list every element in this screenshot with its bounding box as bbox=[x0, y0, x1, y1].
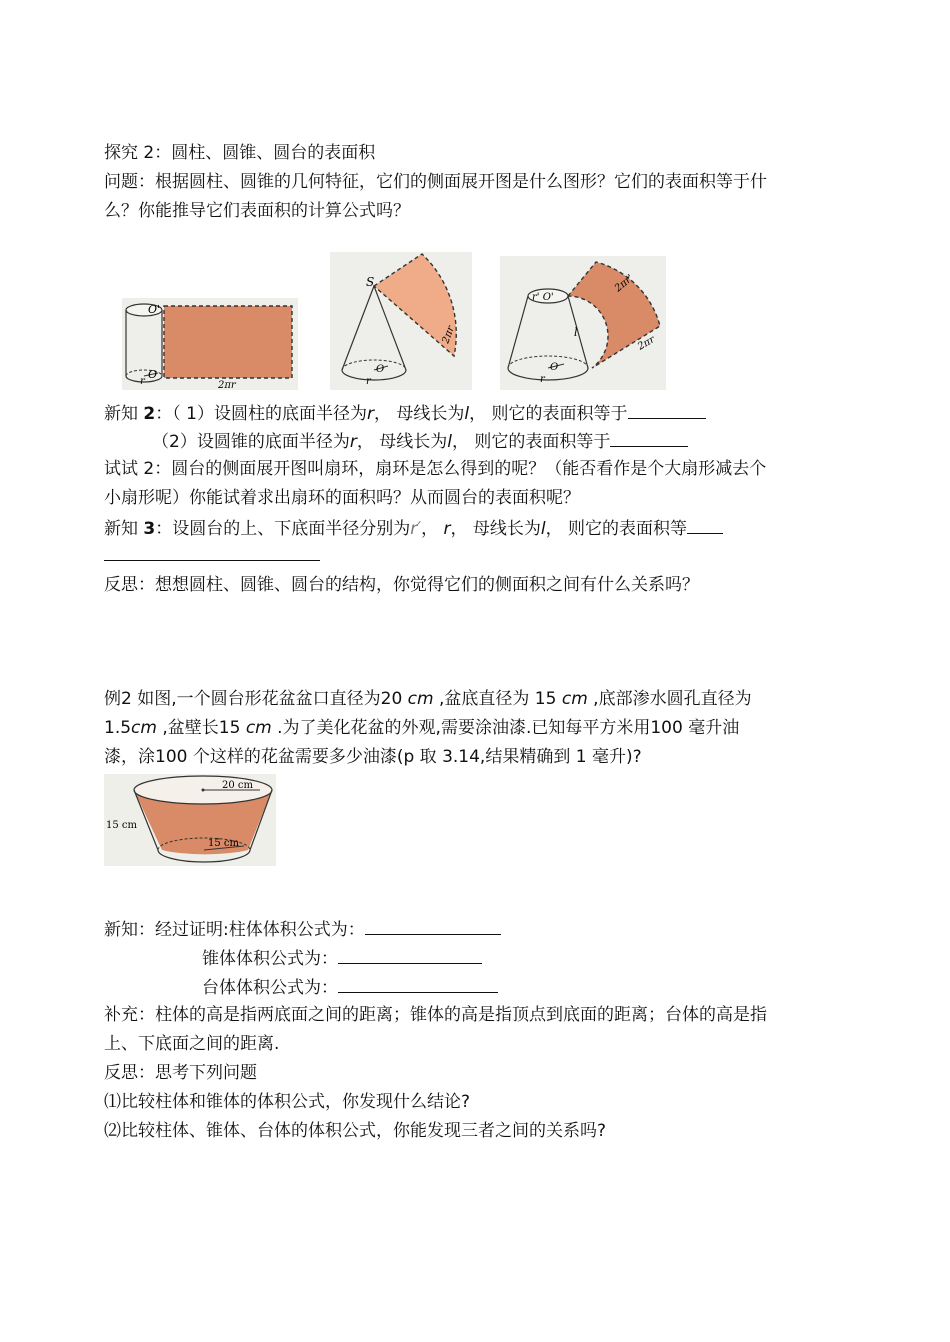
answer-blank[interactable] bbox=[610, 428, 688, 447]
flower-pot-figure bbox=[104, 774, 276, 866]
cylinder-bottom-label: O bbox=[148, 368, 158, 381]
supplement-line-2: 上、下底面之间的距离. bbox=[104, 1034, 280, 1054]
answer-blank[interactable] bbox=[687, 515, 723, 534]
example-2-line-3: 漆，涂100 个这样的花盆需要多少油漆(p 取 3.14,结果精确到 1 毫升)? bbox=[104, 747, 642, 767]
reflection-2-question-2: ⑵比较柱体、锥体、台体的体积公式，你能发现三者之间的关系吗? bbox=[104, 1121, 607, 1141]
frustum-arc-top-label: 2πr' bbox=[612, 272, 636, 295]
cone-apex-label: S bbox=[366, 275, 375, 289]
supplement-line-1: 补充：柱体的高是指两底面之间的距离；锥体的高是指顶点到底面的距离；台体的高是指 bbox=[104, 1005, 767, 1025]
frustum-top-label: r' O' bbox=[532, 292, 554, 303]
frustum-radius-label: r bbox=[540, 374, 545, 385]
try-2-line-2: 小扇形呢）你能试着求出扇环的面积吗？从而圆台的表面积呢？ bbox=[104, 488, 580, 508]
cone-arc-label: 2πr bbox=[440, 324, 457, 346]
new-knowledge-2-line-2: （2）设圆锥的底面半径为r， 母线长为l， 则它的表面积等于 bbox=[152, 428, 688, 454]
cone-radius-label: r bbox=[366, 376, 371, 387]
frustum-arc-bottom-label: 2πr bbox=[636, 334, 657, 353]
reflection-2-question-1: ⑴比较柱体和锥体的体积公式，你发现什么结论? bbox=[104, 1092, 471, 1112]
volume-line-1: 新知：经过证明:柱体体积公式为： bbox=[104, 916, 501, 942]
section-heading: 探究 2：圆柱、圆锥、圆台的表面积 bbox=[104, 143, 376, 163]
pot-side-length-label: 15 cm bbox=[106, 820, 137, 831]
volume-line-3: 台体体积公式为： bbox=[202, 974, 498, 1000]
cylinder-radius-label: r bbox=[140, 376, 145, 387]
cylinder-length-label: 2πr bbox=[218, 380, 236, 390]
frustum-slant-label: l bbox=[574, 326, 578, 339]
volume-line-2: 锥体体积公式为： bbox=[202, 945, 482, 971]
example-2-line-2: 1.5cm ,盆壁长15 cm .为了美化花盆的外观,需要涂油漆.已知每平方米用100 毫升油 bbox=[104, 718, 740, 738]
cylinder-unfolded-figure bbox=[122, 298, 298, 390]
reflection-1: 反思：想想圆柱、圆锥、圆台的结构，你觉得它们的侧面积之间有什么关系吗？ bbox=[104, 575, 699, 595]
reflection-2-title: 反思：思考下列问题 bbox=[104, 1063, 257, 1083]
cylinder-top-label: O' bbox=[148, 303, 161, 316]
answer-blank-continued[interactable] bbox=[104, 560, 320, 561]
pot-bottom-diameter-label: 15 cm bbox=[208, 838, 239, 849]
frustum-unfolded-figure bbox=[500, 256, 666, 390]
example-2-line-1: 例2 如图,一个圆台形花盆盆口直径为20 cm ,盆底直径为 15 cm ,底部渗水圆孔直径为 bbox=[104, 689, 752, 709]
answer-blank[interactable] bbox=[365, 916, 501, 935]
answer-blank[interactable] bbox=[338, 974, 498, 993]
pot-top-diameter-label: 20 cm bbox=[222, 780, 253, 791]
new-knowledge-2-line-1: 新知 2：（ 1）设圆柱的底面半径为r， 母线长为l， 则它的表面积等于 bbox=[104, 400, 706, 426]
cone-unfolded-figure bbox=[330, 252, 472, 390]
question-line-1: 问题：根据圆柱、圆锥的几何特征，它们的侧面展开图是什么图形？它们的表面积等于什 bbox=[104, 172, 767, 192]
question-line-2: 么？你能推导它们表面积的计算公式吗？ bbox=[104, 201, 410, 221]
try-2-line-1: 试试 2：圆台的侧面展开图叫扇环，扇环是怎么得到的呢？（能否看作是个大扇形减去个 bbox=[104, 459, 767, 479]
answer-blank[interactable] bbox=[628, 400, 706, 419]
cone-bottom-label: O bbox=[376, 364, 385, 375]
answer-blank[interactable] bbox=[338, 945, 482, 964]
new-knowledge-3: 新知 3：设圆台的上、下底面半径分别为r′， r， 母线长为l， 则它的表面积等 bbox=[104, 515, 723, 541]
frustum-bottom-label: O bbox=[550, 362, 559, 373]
